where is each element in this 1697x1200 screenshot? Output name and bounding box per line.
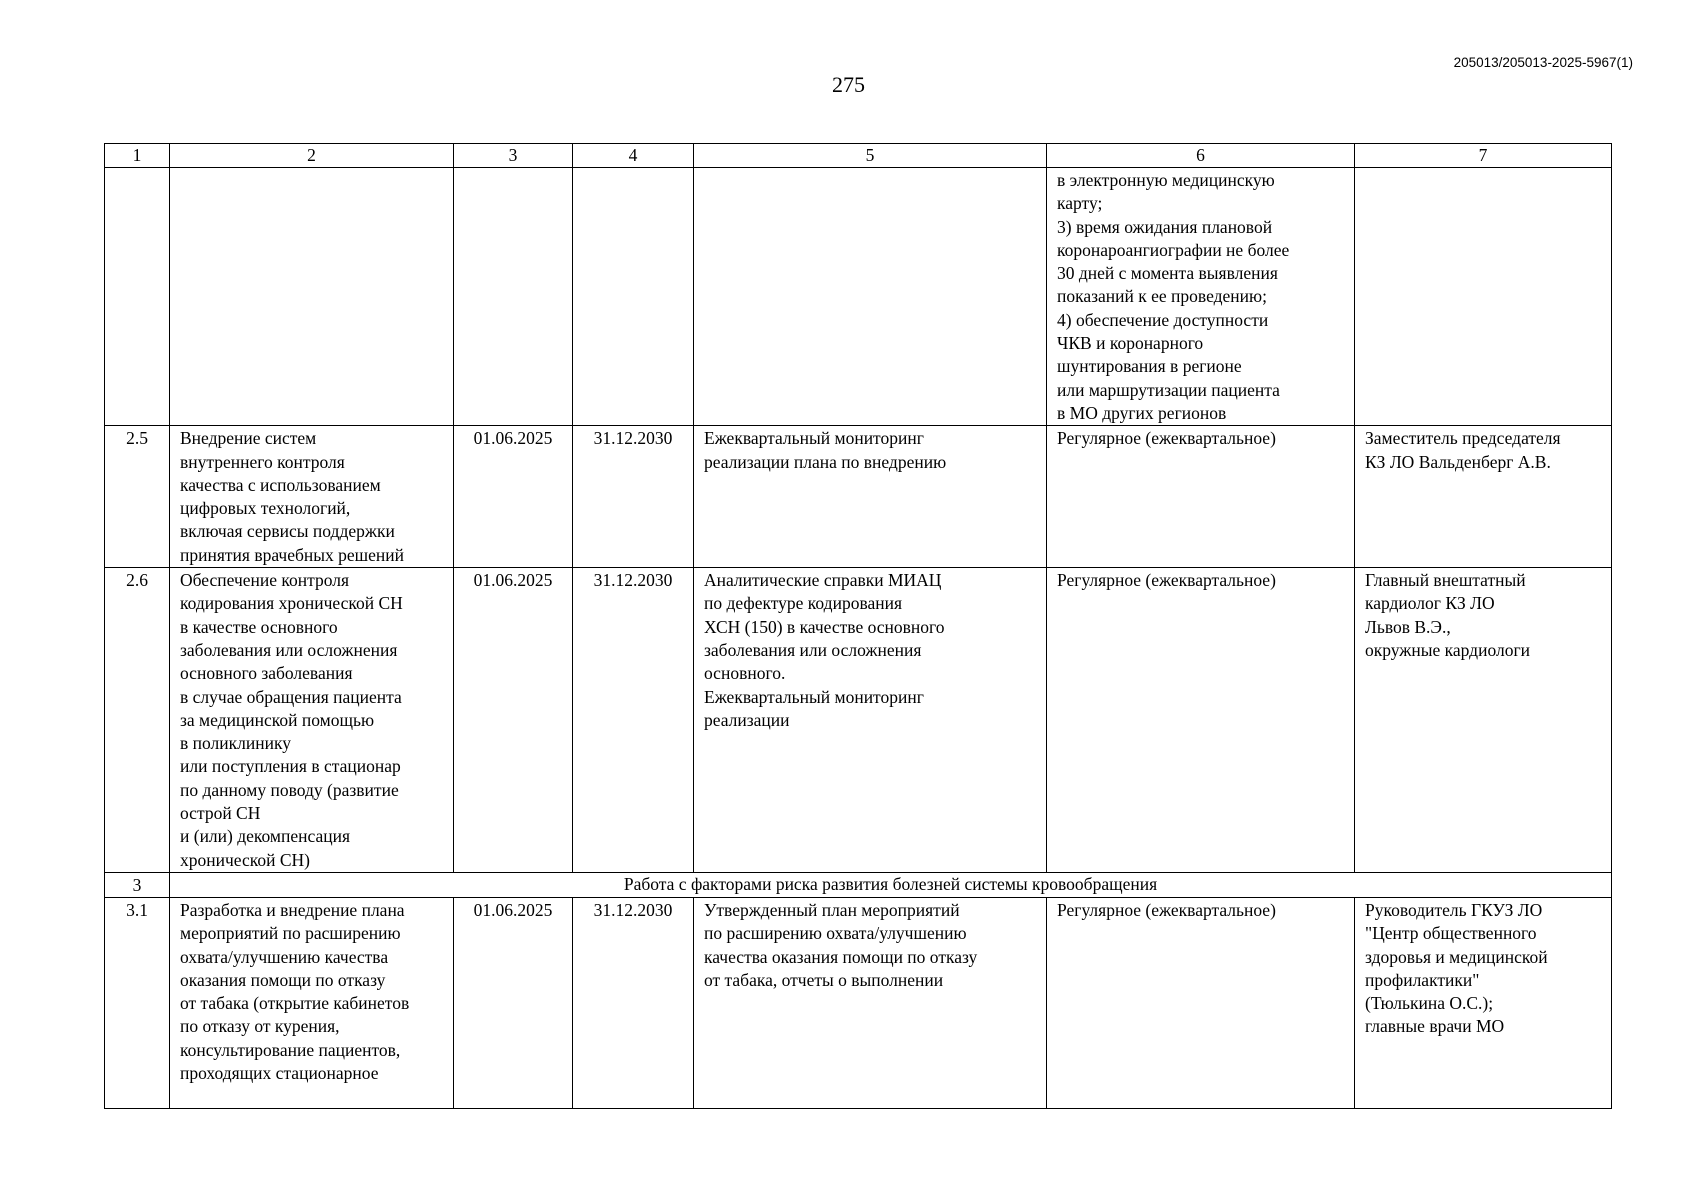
cell-activity: Разработка и внедрение плана мероприятий по расширению охвата/улучшению качества оказания помощи по отказу от табака (открытие кабинетов по отказу от курения, консультирование пациентов, проходящих стационарное: [170, 897, 454, 1108]
table-row-continuation: [105, 168, 1612, 426]
cell-result: Аналитические справки МИАЦ по дефектуре кодирования ХСН (150) в качестве основного заболевания или осложнения основного. Ежеквартальный мониторинг реализации: [694, 568, 1047, 873]
column-number: 1: [105, 144, 170, 168]
cell-start-date: 01.06.2025: [454, 568, 573, 873]
section-number: 3: [105, 872, 170, 897]
cell-indicator: в электронную медицинскую карту; 3) время ожидания плановой коронароангиографии не более 30 дней с момента выявления показаний к ее проведению; 4) обеспечение доступности ЧКВ и коронарного шунтирования в регионе или маршрутизации пациента в МО других регионов: [1047, 168, 1355, 426]
column-number: 6: [1047, 144, 1355, 168]
cell-number: 2.6: [105, 568, 170, 873]
cell-number: 2.5: [105, 426, 170, 568]
column-number: 4: [573, 144, 694, 168]
cell-end-date: 31.12.2030: [573, 897, 694, 1108]
cell-frequency: Регулярное (ежеквартальное): [1047, 568, 1355, 873]
cell-number: 3.1: [105, 897, 170, 1108]
cell-end-date: 31.12.2030: [573, 568, 694, 873]
cell-start-date: 01.06.2025: [454, 897, 573, 1108]
cell-number: [105, 168, 170, 426]
table-row-2-5: [105, 426, 1612, 568]
table-row-2-6: [105, 568, 1612, 873]
cell-responsible: Главный внештатный кардиолог КЗ ЛО Львов В.Э., окружные кардиологи: [1355, 568, 1612, 873]
cell-responsible: [1355, 168, 1612, 426]
cell-responsible: Заместитель председателя КЗ ЛО Вальденберг А.В.: [1355, 426, 1612, 568]
document-id: 205013/205013-2025-5967(1): [1453, 55, 1633, 70]
cell-activity: Обеспечение контроля кодирования хронической СН в качестве основного заболевания или осложнения основного заболевания в случае обращения пациента за медицинской помощью в поликлинику или поступления в стационар по данному поводу (развитие острой СН и (или) декомпенсация хронической СН): [170, 568, 454, 873]
column-number: 7: [1355, 144, 1612, 168]
cell-frequency: Регулярное (ежеквартальное): [1047, 426, 1355, 568]
cell-result: [694, 168, 1047, 426]
page-number: 275: [832, 72, 865, 97]
column-number: 2: [170, 144, 454, 168]
cell-activity: Внедрение систем внутреннего контроля качества с использованием цифровых технологий, включая сервисы поддержки принятия врачебных решений: [170, 426, 454, 568]
cell-frequency: Регулярное (ежеквартальное): [1047, 897, 1355, 1108]
plan-table: [104, 143, 1612, 1109]
cell-start-date: 01.06.2025: [454, 426, 573, 568]
cell-end-date: [573, 168, 694, 426]
section-title: Работа с факторами риска развития болезней системы кровообращения: [170, 872, 1612, 897]
cell-end-date: 31.12.2030: [573, 426, 694, 568]
column-number-row: [105, 144, 1612, 168]
cell-responsible: Руководитель ГКУЗ ЛО "Центр общественного здоровья и медицинской профилактики" (Тюлькина О.С.); главные врачи МО: [1355, 897, 1612, 1108]
column-number: 5: [694, 144, 1047, 168]
cell-start-date: [454, 168, 573, 426]
cell-result: Утвержденный план мероприятий по расширению охвата/улучшению качества оказания помощи по отказу от табака, отчеты о выполнении: [694, 897, 1047, 1108]
section-row-3: [105, 872, 1612, 897]
cell-result: Ежеквартальный мониторинг реализации плана по внедрению: [694, 426, 1047, 568]
column-number: 3: [454, 144, 573, 168]
cell-activity: [170, 168, 454, 426]
table-row-3-1: [105, 897, 1612, 1108]
